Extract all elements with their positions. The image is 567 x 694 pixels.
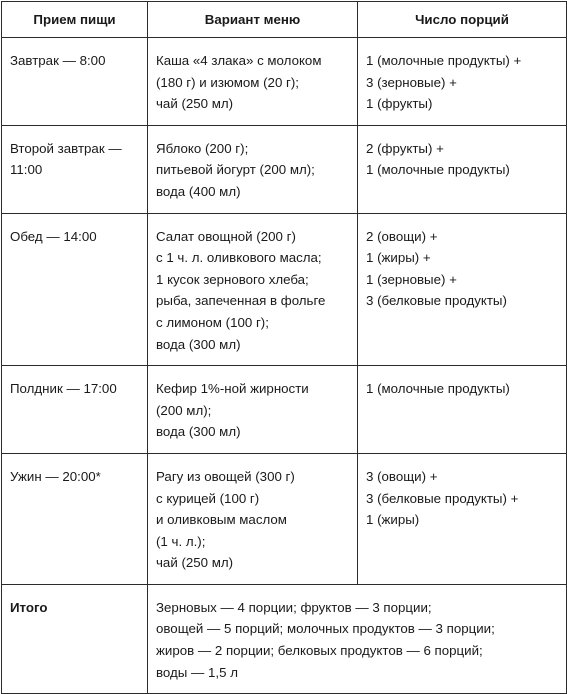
menu-line: Яблоко (200 г); — [156, 140, 249, 156]
meal-cell — [2, 453, 148, 584]
portions-line: 1 (жиры) + — [366, 250, 431, 266]
table-row-total — [2, 584, 567, 693]
table-row-lunch — [2, 213, 567, 366]
table-row-second-breakfast — [2, 125, 567, 213]
header-row — [2, 2, 567, 38]
menu-line: вода (400 мл) — [156, 183, 241, 199]
portions-line: 3 (овощи) + — [366, 468, 438, 484]
portions-line: 3 (белковые продукты) + — [366, 490, 519, 506]
total-label-cell — [2, 584, 148, 693]
meal-text: 11:00 — [10, 162, 43, 178]
menu-line: вода (300 мл) — [156, 424, 241, 440]
menu-line: (200 мл); — [156, 402, 212, 418]
menu-line: и оливковым маслом — [156, 512, 287, 528]
menu-line: 1 кусок зернового хлеба; — [156, 271, 309, 287]
table-row-breakfast — [2, 38, 567, 126]
menu-line: чай (250 мл) — [156, 96, 234, 112]
portions-line: 2 (овощи) + — [366, 228, 438, 244]
portions-cell — [358, 125, 567, 213]
meal-text: Ужин — 20:00* — [10, 468, 101, 484]
total-line: воды — 1,5 л — [156, 664, 238, 680]
header-menu: Вариант меню — [148, 2, 358, 38]
header-meal: Прием пищи — [2, 2, 148, 38]
menu-cell — [148, 366, 358, 454]
menu-cell — [148, 453, 358, 584]
portions-line: 1 (молочные продукты) + — [366, 53, 522, 68]
menu-line: Кефир 1%-ной жирности — [156, 381, 309, 397]
portions-line: 1 (фрукты) — [366, 96, 433, 112]
menu-cell — [148, 213, 358, 366]
total-line: Зерновых — 4 порции; фруктов — 3 порции; — [156, 599, 432, 615]
portions-cell — [358, 366, 567, 454]
menu-line: (180 г) и изюмом (20 г); — [156, 74, 300, 90]
meal-plan-table — [1, 1, 567, 694]
total-line: жиров — 2 порции; белковых продуктов — 6 порций; — [156, 643, 483, 659]
menu-line: с курицей (100 г) — [156, 490, 260, 506]
portions-line: 1 (зерновые) + — [366, 271, 457, 287]
portions-line: 3 (белковые продукты) — [366, 293, 507, 309]
portions-cell — [358, 38, 567, 126]
menu-line: чай (250 мл) — [156, 555, 234, 571]
portions-line: 2 (фрукты) + — [366, 140, 444, 156]
menu-line: питьевой йогурт (200 мл); — [156, 162, 315, 178]
menu-line: вода (300 мл) — [156, 336, 241, 352]
menu-cell — [148, 38, 358, 126]
portions-cell — [358, 453, 567, 584]
total-text-cell — [148, 584, 567, 693]
meal-text: Обед — 14:00 — [10, 228, 97, 244]
portions-line: 1 (молочные продукты) — [366, 162, 510, 178]
meal-text: Завтрак — 8:00 — [10, 53, 106, 68]
meal-cell — [2, 213, 148, 366]
portions-cell — [358, 213, 567, 366]
menu-line: Рагу из овощей (300 г) — [156, 468, 295, 484]
meal-cell — [2, 38, 148, 126]
portions-line: 1 (молочные продукты) — [366, 381, 510, 397]
menu-line: с лимоном (100 г); — [156, 314, 269, 330]
menu-line: Салат овощной (200 г) — [156, 228, 296, 244]
menu-line: (1 ч. л.); — [156, 533, 206, 549]
menu-line: рыба, запеченная в фольге — [156, 293, 326, 309]
portions-line: 3 (зерновые) + — [366, 74, 457, 90]
menu-line: Каша «4 злака» с молоком — [156, 53, 322, 68]
table-row-dinner — [2, 453, 567, 584]
total-line: овощей — 5 порций; молочных продуктов — 3 порции; — [156, 621, 495, 637]
menu-cell — [148, 125, 358, 213]
meal-text: Второй завтрак — — [10, 140, 122, 156]
portions-line: 1 (жиры) — [366, 512, 420, 528]
table-row-afternoon-snack — [2, 366, 567, 454]
meal-text: Полдник — 17:00 — [10, 381, 117, 397]
meal-cell — [2, 125, 148, 213]
total-label: Итого — [10, 599, 48, 615]
menu-line: с 1 ч. л. оливкового масла; — [156, 250, 322, 266]
meal-cell — [2, 366, 148, 454]
header-portions: Число порций — [358, 2, 567, 38]
